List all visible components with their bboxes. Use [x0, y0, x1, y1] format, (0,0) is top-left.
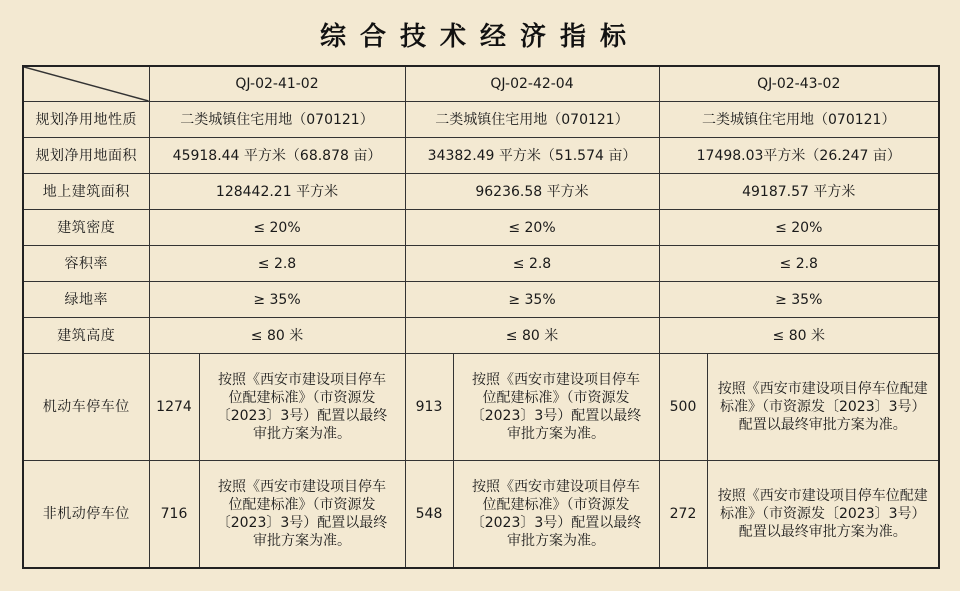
row-label: 机动车停车位 — [23, 354, 149, 461]
table-row — [23, 318, 939, 354]
table-row — [23, 102, 939, 138]
column-header: QJ-02-42-04 — [405, 66, 659, 102]
parking-rule — [453, 354, 659, 461]
cell-value: ≥ 35% — [149, 282, 405, 318]
row-label: 绿地率 — [23, 282, 149, 318]
cell-value: 二类城镇住宅用地（070121） — [149, 102, 405, 138]
parking-count: 548 — [405, 461, 453, 569]
cell-value: 49187.57 平方米 — [659, 174, 939, 210]
cell-value: ≥ 35% — [405, 282, 659, 318]
row-label: 规划净用地性质 — [23, 102, 149, 138]
page-title: 综合技术经济指标 — [319, 22, 640, 52]
cell-value: ≤ 2.8 — [149, 246, 405, 282]
cell-value: ≤ 20% — [405, 210, 659, 246]
cell-value: 128442.21 平方米 — [149, 174, 405, 210]
cell-value: ≤ 80 米 — [405, 318, 659, 354]
parking-rule-text: 按照《西安市建设项目停车位配建标准》（市资源发〔2023〕3号）配置以最终审批方案为准。 — [216, 479, 388, 549]
parking-rule-text: 按照《西安市建设项目停车位配建标准》（市资源发〔2023〕3号）配置以最终审批方案为准。 — [717, 488, 928, 540]
row-label: 地上建筑面积 — [23, 174, 149, 210]
parking-rule — [707, 461, 939, 569]
parking-row-nonmotor — [23, 461, 939, 569]
cell-value: ≤ 80 米 — [149, 318, 405, 354]
parking-count: 272 — [659, 461, 707, 569]
parking-count: 716 — [149, 461, 199, 569]
parking-rule — [707, 354, 939, 461]
parking-rule-text: 按照《西安市建设项目停车位配建标准》（市资源发〔2023〕3号）配置以最终审批方案为准。 — [717, 381, 928, 433]
row-label: 建筑高度 — [23, 318, 149, 354]
parking-rule-text: 按照《西安市建设项目停车位配建标准》（市资源发〔2023〕3号）配置以最终审批方案为准。 — [216, 372, 388, 442]
parking-rule — [199, 354, 405, 461]
cell-value: 45918.44 平方米（68.878 亩） — [149, 138, 405, 174]
cell-value: ≤ 2.8 — [659, 246, 939, 282]
row-label: 容积率 — [23, 246, 149, 282]
parking-rule — [453, 461, 659, 569]
column-header: QJ-02-41-02 — [149, 66, 405, 102]
cell-value: ≤ 2.8 — [405, 246, 659, 282]
column-header: QJ-02-43-02 — [659, 66, 939, 102]
row-label: 非机动停车位 — [23, 461, 149, 569]
indicator-table — [22, 65, 940, 569]
diagonal-divider — [24, 67, 149, 101]
table-row — [23, 174, 939, 210]
cell-value: 96236.58 平方米 — [405, 174, 659, 210]
parking-rule — [199, 461, 405, 569]
table-row — [23, 246, 939, 282]
table-row — [23, 210, 939, 246]
row-label: 规划净用地面积 — [23, 138, 149, 174]
header-row — [23, 66, 939, 102]
cell-value: ≤ 20% — [659, 210, 939, 246]
parking-row-motor — [23, 354, 939, 461]
parking-rule-text: 按照《西安市建设项目停车位配建标准》（市资源发〔2023〕3号）配置以最终审批方案为准。 — [470, 479, 642, 549]
parking-count: 500 — [659, 354, 707, 461]
cell-value: 34382.49 平方米（51.574 亩） — [405, 138, 659, 174]
cell-value: 17498.03平方米（26.247 亩） — [659, 138, 939, 174]
cell-value: ≥ 35% — [659, 282, 939, 318]
parking-rule-text: 按照《西安市建设项目停车位配建标准》（市资源发〔2023〕3号）配置以最终审批方案为准。 — [470, 372, 642, 442]
cell-value: ≤ 80 米 — [659, 318, 939, 354]
cell-value: ≤ 20% — [149, 210, 405, 246]
table-row — [23, 282, 939, 318]
row-label: 建筑密度 — [23, 210, 149, 246]
parking-count: 913 — [405, 354, 453, 461]
parking-count: 1274 — [149, 354, 199, 461]
cell-value: 二类城镇住宅用地（070121） — [659, 102, 939, 138]
cell-value: 二类城镇住宅用地（070121） — [405, 102, 659, 138]
table-row — [23, 138, 939, 174]
corner-cell — [23, 66, 149, 102]
